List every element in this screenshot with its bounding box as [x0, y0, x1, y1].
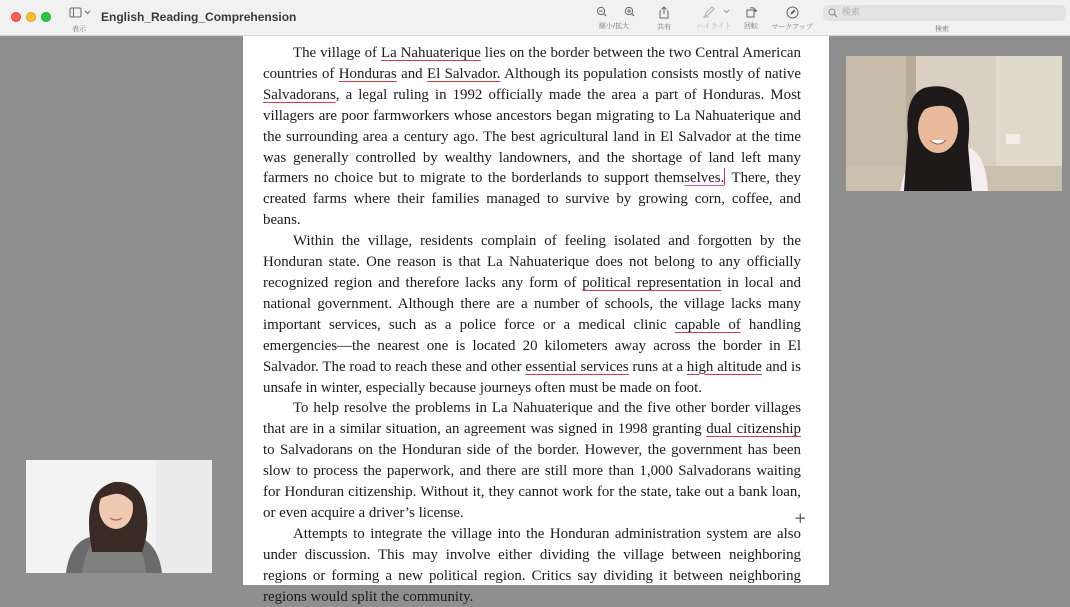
minimize-window-button[interactable] — [26, 12, 36, 22]
highlight-label: ハイライト — [696, 22, 732, 30]
markup-button[interactable] — [767, 4, 817, 34]
document-page[interactable] — [243, 36, 829, 605]
underlined-term[interactable]: El Salvador. — [427, 65, 501, 82]
sidebar-icon — [69, 7, 93, 19]
share-label: 共有 — [657, 23, 671, 31]
paragraph-3 — [263, 398, 801, 523]
chevron-down-icon[interactable] — [724, 10, 729, 13]
text-run: The village of — [293, 45, 381, 61]
zoom-out-icon[interactable] — [597, 7, 606, 16]
underlined-term[interactable]: selves. — [684, 170, 725, 187]
rotate-label: 回転 — [744, 22, 758, 30]
sidebar-toggle-button[interactable] — [69, 7, 93, 19]
participant-video-image — [846, 56, 1062, 191]
share-button[interactable] — [650, 4, 678, 34]
text-run: Attempts to integrate the village into the Honduran administration system are also under discussion. This may involve either dividing the village between neighboring regions or forming a new political region. Critics say dividing it between neighboring regions would split the community. — [263, 525, 801, 605]
window-toolbar — [0, 0, 1070, 36]
video-tile-student[interactable] — [846, 56, 1062, 191]
search-field[interactable] — [823, 5, 1066, 21]
text-run: , a legal ruling in 1992 officially made the area a part of Honduras. Most villagers are poor farmworkers whose ancestors began migrating to La Nahuaterique and the surrounding area a century ago. The best agricultural land in El Salvador at the time was generally controlled by wealthy landowners, and the shortage of land left many farmers no choice but to migrate to the borderlands to support them — [263, 86, 801, 187]
sidebar-label: 表示 — [72, 25, 86, 33]
underlined-term[interactable]: essential services — [525, 358, 629, 375]
underlined-term[interactable]: capable of — [674, 316, 741, 333]
search-input[interactable] — [842, 5, 1052, 21]
rotate-button[interactable] — [738, 4, 764, 34]
rotate-icon — [745, 6, 757, 18]
text-run: handling emergencies—the nearest one is located 20 kilometers away across the border in El Salvador. The road to reach these and other — [263, 316, 801, 375]
zoom-in-icon[interactable] — [625, 7, 634, 16]
text-run: in local and national government. Although there are a number of schools, the village lacks many important services, such as a police force or a medical clinic — [263, 274, 802, 333]
share-icon — [658, 6, 670, 19]
search-icon — [828, 8, 838, 18]
paragraph-4 — [263, 524, 801, 607]
text-run: Although its population consists mostly of native — [500, 65, 801, 82]
search-label: 検索 — [935, 25, 949, 33]
text-run: To help resolve the problems in La Nahuaterique and the five other border villages that are in a similar situation, an agreement was signed in 1998 granting — [263, 400, 801, 438]
underlined-term[interactable]: Salvadorans — [263, 86, 336, 103]
highlight-button[interactable] — [692, 4, 736, 34]
zoom-button-group — [590, 4, 638, 34]
participant-video-image — [26, 460, 212, 573]
paragraph-1 — [263, 43, 801, 231]
markup-icon — [786, 6, 799, 19]
underlined-term[interactable]: Honduras — [338, 65, 397, 82]
text-run: Within the village, residents complain of feeling isolated and forgotten by the Honduran state. One reason is that La Nahuaterique does not belong to any officially recognized region and therefore lacks any form of — [263, 233, 801, 291]
text-run: and is unsafe in winter, especially because journeys often must be made on foot. — [263, 358, 801, 396]
text-run: runs at a — [628, 358, 687, 375]
maximize-window-button[interactable] — [41, 12, 51, 22]
plus-cursor-icon: + — [794, 509, 807, 527]
paragraph-2 — [263, 231, 801, 398]
text-run: to Salvadorans on the Honduran side of the border. However, the government has been slow to process the paperwork, and there are still more than 1,000 Salvadorans waiting for Honduran citizenship. Without it, they cannot work for the state, take out a bank loan, or even acquire a driver’s license. — [263, 442, 801, 521]
close-window-button[interactable] — [11, 12, 21, 22]
underlined-term[interactable]: political representation — [582, 274, 722, 291]
text-run: and — [396, 65, 428, 82]
text-run: There, they created farms where their families managed to survive by growing corn, coffee, and beans. — [263, 170, 801, 229]
underlined-term[interactable]: high altitude — [686, 358, 762, 375]
document-title: English_Reading_Comprehension — [101, 10, 297, 24]
text-run: lies on the border between the two Central American countries of — [263, 45, 801, 82]
zoom-label: 縮小/拡大 — [598, 22, 630, 30]
video-tile-teacher[interactable] — [26, 460, 212, 573]
markup-label: マークアップ — [771, 23, 813, 31]
underlined-term[interactable]: La Nahuaterique — [380, 45, 481, 61]
document-text[interactable] — [263, 43, 801, 607]
underlined-term[interactable]: dual citizenship — [706, 421, 801, 438]
highlight-pen-icon — [703, 7, 714, 17]
